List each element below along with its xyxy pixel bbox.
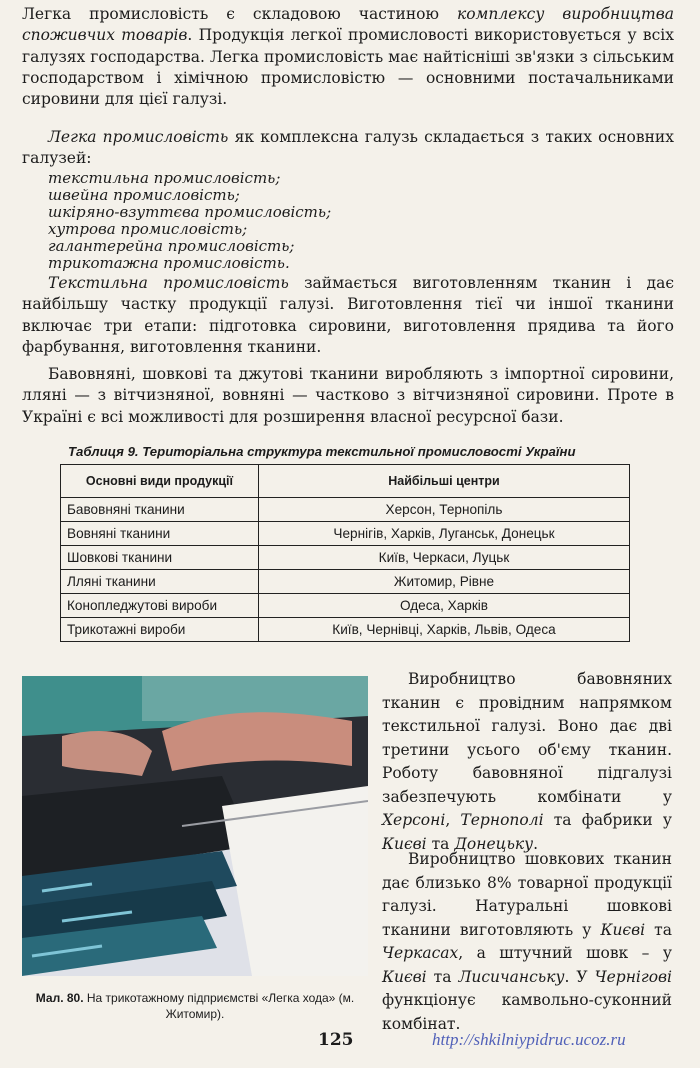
table-cell-product: Вовняні тканини xyxy=(61,522,259,546)
table-cell-centers: Одеса, Харків xyxy=(259,594,630,618)
table-cell-product: Лляні тканини xyxy=(61,570,259,594)
table-row xyxy=(61,570,630,594)
column-header-centers: Найбільші центри xyxy=(259,465,630,498)
paragraph-silk-production: Виробництво шовкових тканин дає близько 8% товарної продукції галузі. Натуральні шовкові тканини виготовляють у Києві та Черкасах, а штучний шовк – у Києві та Лисичанську. У Чернігові функціонує камвольно-суконний комбінат. xyxy=(382,850,673,1033)
branch-list xyxy=(48,170,498,272)
table-row xyxy=(61,546,630,570)
page-number: 125 xyxy=(318,1030,354,1050)
list-item: хутрова промисловість; xyxy=(48,220,248,238)
factory-photo xyxy=(22,676,368,976)
column-header-product: Основні види продукції xyxy=(61,465,259,498)
table-cell-centers: Херсон, Тернопіль xyxy=(259,498,630,522)
figure-caption: Мал. 80. На трикотажному підприємстві «Легка хода» (м. Житомир). xyxy=(35,991,355,1021)
list-item: галантерейна промисловість; xyxy=(48,237,295,255)
paragraph-textile-industry: Текстильна промисловість займається виготовленням тканин і дає найбільшу частку продукції галузі. Виготовлення тієї чи іншої тканини включає три етапи: підготовка сировини, виготовлення прядива та його фарбування, виготовлення тканини. xyxy=(22,274,674,356)
paragraph-light-industry-branches: Легка промисловість як комплексна галузь складається з таких основних галузей: xyxy=(22,128,674,168)
table-row xyxy=(61,594,630,618)
list-item: швейна промисловість; xyxy=(48,186,240,204)
table-row xyxy=(61,618,630,642)
table-cell-centers: Житомир, Рівне xyxy=(259,570,630,594)
list-item: текстильна промисловість; xyxy=(48,169,281,187)
textile-structure-table xyxy=(60,464,630,642)
paragraph-cotton-production: Виробництво бавовняних тканин є провідним напрямком текстильної галузі. Воно дає дві третини усього об'єму тканин. Роботу бавовняної підгалузі забезпечують комбінати у Херсоні, Тернополі та фабрики у Києві та Донецьку. xyxy=(382,670,672,853)
paragraph-light-industry-intro: Легка промисловість є складовою частиною комплексу виробництва споживчих товарів. Продукція легкої промисловості використовується у всіх галузях господарства. Легка промисловість має найтісніші зв'язки з сільським господарством і хімічною промисловістю — основними постачальниками сировини для цієї галузі. xyxy=(22,5,674,109)
list-item: шкіряно-взуттєва промисловість; xyxy=(48,203,332,221)
table-row xyxy=(61,498,630,522)
knitting-factory-illustration xyxy=(22,676,368,976)
table-cell-product: Шовкові тканини xyxy=(61,546,259,570)
table-caption: Таблиця 9. Територіальна структура текстильної промисловості України xyxy=(68,444,576,459)
paragraph-raw-materials: Бавовняні, шовкові та джутові тканини виробляють з імпортної сировини, лляні — з вітчизняної, вовняні — частково з вітчизняної сировини. Проте в Україні є всі можливості для розширення власної ресурсної бази. xyxy=(22,365,674,426)
table-cell-centers: Чернігів, Харків, Луганськ, Донецьк xyxy=(259,522,630,546)
table-header-row xyxy=(61,465,630,498)
list-item: трикотажна промисловість. xyxy=(48,254,290,272)
table-cell-product: Трикотажні вироби xyxy=(61,618,259,642)
site-watermark: http://shkilniypidruc.ucoz.ru xyxy=(432,1030,626,1049)
table-row xyxy=(61,522,630,546)
table-cell-centers: Київ, Чернівці, Харків, Львів, Одеса xyxy=(259,618,630,642)
table-cell-product: Конопледжутові вироби xyxy=(61,594,259,618)
table-cell-product: Бавовняні тканини xyxy=(61,498,259,522)
table-cell-centers: Київ, Черкаси, Луцьк xyxy=(259,546,630,570)
